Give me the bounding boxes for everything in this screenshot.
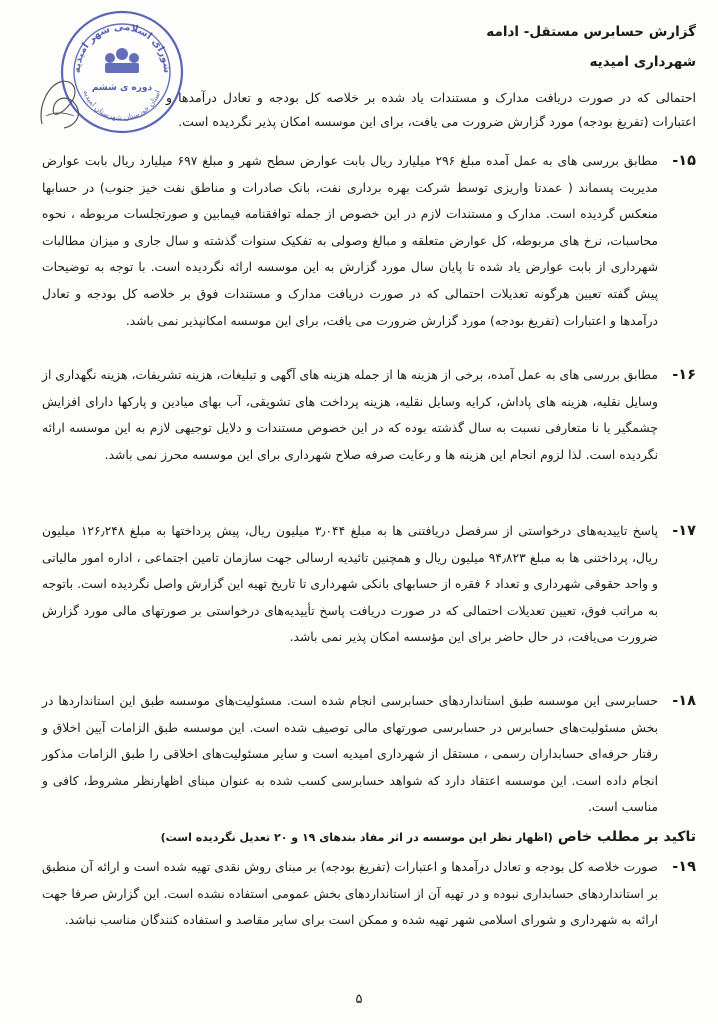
intro-paragraph: احتمالی که در صورت دریافت مدارک و مستندات یاد شده بر خلاصه کل بودجه و تعادل درآمدها و اعتبارات (تفریغ بودجه) مورد گزارش ضرورت می یافت، برای این موسسه امکان پذیر نگردیده است. xyxy=(166,90,696,129)
paragraph-text: صورت خلاصه کل بودجه و تعادل درآمدها و اعتبارات (تفریغ بودجه) بر مبنای روش نقدی تهیه شده است و ارائه آن منطبق بر استانداردهای حسابداری نبوده و در تهیه آن از استانداردهای بخش عمومی استفاده نشده است. این گزارش صرفا جهت ارائه به شهرداری و شورای اسلامی شهر تهیه شده و ممکن است برای سایر مقاصد و استفاده کنندگان مناسب نباشد. xyxy=(42,860,658,928)
page-number: ۵ xyxy=(355,992,363,1007)
paragraph-text: مطابق بررسی های به عمل آمده مبلغ ۲۹۶ میلیارد ریال بابت عوارض سطح شهر و مبلغ ۶۹۷ میلیارد ریال بابت عوارض مدیریت پسماند ( عمدتا واریزی توسط شرکت بهره برداری نفت، بانک صادرات و مناطق نفت خیز جنوب) در حسابها منعکس گردیده است. مدارک و مستندات لازم در این خصوص از جمله توافقنامه فیمابین و صورتجلسات مربوطه ، نحوه محاسبات، نرخ های مربوطه، کل عوارض متعلقه و مبالغ وصولی به تفکیک سنوات گذشته و سال جاری و میزان مطالبات شهرداری از بابت عوارض یاد شده تا پایان سال مورد گزارش به این موسسه ارائه نگردیده است. با توجه به توضیحات پیش گفته تعیین هرگونه تعدیلات احتمالی که در صورت دریافت مدارک و مستندات فوق بر خلاصه کل بودجه و تعادل درآمدها و اعتبارات (تفریغ بودجه) مورد گزارش ضرورت می یافت، برای این موسسه امکانپذیر نمی باشد. xyxy=(42,154,658,328)
paragraph-number: ۱۷- xyxy=(672,523,696,539)
paragraph-18 xyxy=(42,688,696,821)
emphasis-note: (اظهار نظر این موسسه در اثر مفاد بندهای ۱۹ و ۲۰ تعدیل نگردیده است) xyxy=(160,831,553,844)
emphasis-title: تاکید بر مطلب خاص xyxy=(557,829,696,845)
signature-icon xyxy=(34,76,86,132)
paragraph-15 xyxy=(42,148,696,334)
municipality-name: شهرداری امیدیه xyxy=(589,54,696,70)
stamp-ring-text: شورای اسلامی شهر امیدیه xyxy=(71,21,173,74)
paragraph-text: پاسخ تاییدیه‌های درخواستی از سرفصل دریافتنی ها به مبلغ ۳٫۰۴۴ میلیون ریال، پیش پرداختها به مبلغ ۱۲۶٫۲۴۸ میلیون ریال، پرداختنی ها به مبلغ ۹۴٫۸۲۳ میلیون ریال و همچنین تائیدیه ارسالی جهت سازمان تامین اجتماعی ، اداره امور مالیاتی و واحد حقوقی شهرداری و تعداد ۶ فقره از حسابهای بانکی شهرداری تا تاریخ تهیه این گزارش واصل نگردیده است. باتوجه به مراتب فوق، تعیین تعدیلات احتمالی که در صورت دریافت پاسخ تأییدیه‌های درخواستی بر صورتهای مالی مورد گزارش ضرورت می‌یافت، در حال حاضر برای این مؤسسه امکان پذیر نمی باشد. xyxy=(42,524,659,645)
emphasis-heading xyxy=(161,826,696,845)
paragraph-17 xyxy=(42,518,696,651)
stamp-lower-text: استان خوزستان شهرستان امیدیه xyxy=(81,88,163,123)
svg-text:استان خوزستان شهرستان امیدیه xyxy=(82,89,163,122)
paragraph-text: حسابرسی این موسسه طبق استانداردهای حسابرسی انجام شده است. مسئولیت‌های موسسه طبق این استانداردها در بخش مسئولیت‌های حسابرس در حسابرسی صورتهای مالی توصیف شده است. این موسسه طبق الزامات آیین اخلاق و رفتار حرفه‌ای حسابداران رسمی ، مستقل از شهرداری امیدیه است و سایر مسئولیت‌های اخلاقی را طبق الزامات مذکور انجام داده است. این موسسه اعتقاد دارد که شواهد حسابرسی کسب شده به عنوان مبنای اظهارنظر مشروط، کافی و مناسب است. xyxy=(42,694,658,815)
paragraph-number: ۱۸- xyxy=(672,693,696,709)
paragraph-number: ۱۶- xyxy=(672,367,696,383)
stamp-inner-text: دوره ی ششم xyxy=(91,83,153,93)
paragraph-19 xyxy=(42,854,696,934)
report-heading: گزارش حسابرس مستقل- ادامه xyxy=(486,24,696,40)
paragraph-16 xyxy=(42,362,696,468)
paragraph-text: مطابق بررسی های به عمل آمده، برخی از هزینه ها از جمله هزینه های آگهی و تبلیغات، هزینه تشریفات، هزینه نگهداری از وسایل نقلیه، هزینه های پاداش، کرایه وسایل نقلیه، هزینه پرداخت های تشویقی، آب بهای میادین و پارکها دارای افزایش چشمگیر یا نا متعارفی نسبت به سال گذشته بوده که در این خصوص مستندات و دلایل توجیهی لازم به این موسسه ارائه نگردیده است. لذا لزوم انجام این هزینه ها و رعایت صرفه صلاح شهرداری برای این موسسه محرز نمی باشد. xyxy=(42,368,658,462)
paragraph-number: ۱۹- xyxy=(672,859,696,875)
paragraph-number: ۱۵- xyxy=(672,153,696,169)
